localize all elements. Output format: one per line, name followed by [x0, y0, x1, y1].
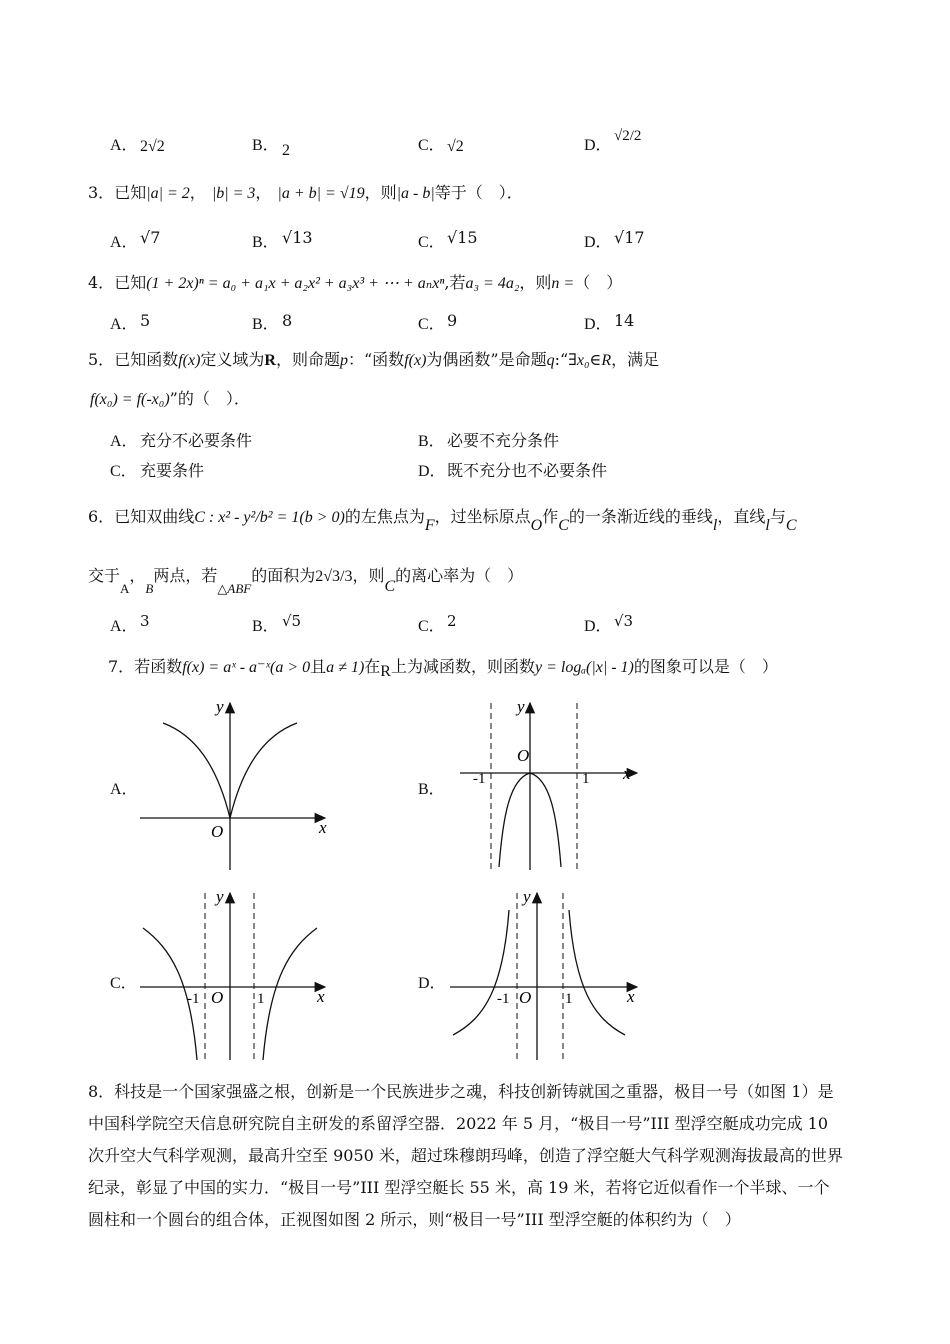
q3-option-d-value: √17 — [614, 228, 645, 247]
q6-text: ， — [129, 566, 146, 585]
q8-line: 次升空大气科学观测，最高升空至 9050 米，超过珠穆朗玛峰，创造了浮空艇大气科学观测海拔最高的世界 — [88, 1146, 843, 1165]
q4-stem — [88, 270, 622, 293]
y-axis-label: y — [517, 697, 525, 716]
q7-graph-d — [445, 888, 645, 1063]
q6-option-b-label: B． — [252, 618, 279, 635]
q6-text: ，过坐标原点 — [434, 507, 531, 526]
q5-option-a-value: 充分不必要条件 — [140, 431, 253, 450]
q6-stem-line2 — [88, 563, 524, 596]
q7-math-R: R — [380, 663, 391, 680]
q3-math-diff: |a - b| — [396, 185, 435, 202]
q6-math-l: l — [712, 517, 718, 534]
q4-option-c-value: 9 — [447, 311, 458, 330]
q7-text: 的图象可以是（ ） — [633, 657, 778, 676]
q6-math-l: l — [765, 517, 770, 534]
q5-text: 已知函数 — [114, 350, 179, 369]
q6-text: 两点，若 — [153, 566, 218, 585]
q5-number: 5． — [88, 350, 115, 369]
q6-text: 的离心率为（ ） — [395, 566, 524, 585]
q3-option-c-label: C． — [418, 234, 445, 251]
q6-text: 与 — [769, 507, 786, 526]
q3-option-c-value: √15 — [447, 228, 478, 247]
q7-math-log: y = logₐ(|x| - 1) — [534, 659, 634, 676]
q6-option-d-value: √3 — [614, 612, 634, 630]
q4-text: （ ） — [574, 273, 623, 292]
q3-math-sum: |a + b| = √19 — [277, 185, 365, 202]
q6-text: ，直线 — [717, 507, 766, 526]
tick-label-neg1: -1 — [187, 991, 200, 1007]
tick-label-neg1: -1 — [473, 771, 486, 787]
tick-label-1: 1 — [257, 991, 265, 1007]
q6-math-C: C — [558, 517, 569, 534]
tick-label-1: 1 — [582, 771, 590, 787]
q5-math-R: R — [264, 352, 276, 369]
q5-option-b-label: B． — [418, 433, 445, 450]
q5-option-a-label: A． — [110, 433, 138, 450]
q3-stem — [88, 180, 523, 203]
q6-math-hyperbola: C : x² - y²/b² = 1(b > 0) — [194, 509, 345, 526]
q8-line: 圆柱和一个圆台的组合体，正视图如图 2 所示，则“极目一号”III 型浮空艇的体积约为（ ） — [88, 1210, 741, 1229]
q6-math-B: B — [145, 581, 154, 596]
q7-text: 上为减函数，则函数 — [390, 657, 535, 676]
q3-number: 3． — [88, 183, 115, 202]
q6-math-triangle: △ABF — [217, 581, 252, 596]
q6-option-c-value: 2 — [447, 612, 457, 630]
q3-text: 已知 — [114, 183, 147, 202]
x-axis-label: x — [317, 987, 325, 1006]
q5-text: ，则命题 — [275, 350, 340, 369]
q2-option-d-label: D． — [584, 137, 612, 154]
q7-text: 且 — [310, 657, 327, 676]
q5-text: 为偶函数”是命题 — [426, 350, 547, 369]
q5-option-c-value: 充要条件 — [140, 461, 205, 480]
q8-line: 8．科技是一个国家强盛之根，创新是一个民族进步之魂，科技创新铸就国之重器，极目一号（如图 1）是 — [88, 1082, 834, 1101]
q3-option-a-value: √7 — [140, 228, 161, 247]
q7-graph-b-label: B． — [418, 781, 445, 798]
q7-math-a: a ≠ 1) — [326, 659, 365, 676]
q7-math-f: f(x) = aˣ - a⁻ˣ(a > 0 — [182, 659, 311, 676]
q4-math-expansion: (1 + 2x)ⁿ = a₀ + a₁x + a₂x² + a₃x³ + ⋯ + aₙxⁿ — [146, 275, 445, 292]
q5-math-q: q — [546, 352, 555, 369]
q4-number: 4． — [88, 273, 115, 292]
q5-stem-line2 — [90, 386, 250, 409]
q2-option-a-value: 2√2 — [140, 138, 165, 155]
q3-math-a: |a| = 2 — [146, 185, 190, 202]
q6-math-C: C — [785, 517, 797, 534]
q3-text: ， — [255, 183, 272, 202]
q7-graph-a-label: A． — [110, 781, 138, 798]
q3-math-b: |b| = 3 — [211, 185, 256, 202]
q7-text: 在 — [364, 657, 381, 676]
q6-text: 已知双曲线 — [114, 507, 195, 526]
q6-option-b-value: √5 — [282, 612, 302, 630]
q3-text: 等于（ ）． — [434, 183, 523, 202]
q6-math-area: 2√3/3 — [315, 568, 353, 585]
q6-text: 交于 — [88, 566, 121, 585]
q5-option-d-label: D． — [418, 463, 446, 480]
q6-number: 6． — [88, 507, 115, 526]
curve-left — [453, 910, 509, 1035]
y-axis-label: y — [523, 888, 531, 906]
origin-label: O — [211, 988, 224, 1007]
q6-stem-line1 — [88, 504, 797, 534]
x-axis-label: x — [319, 818, 327, 837]
q4-math-condition: a₃ = 4a₂ — [465, 275, 520, 292]
q4-text: ,若 — [444, 273, 466, 292]
q3-option-b-label: B． — [252, 234, 279, 251]
x-axis-label: x — [627, 987, 635, 1006]
q7-stem — [108, 654, 778, 680]
q4-math-n: n = — [551, 275, 575, 292]
q5-text: ，满足 — [611, 350, 660, 369]
q4-option-d-value: 14 — [614, 311, 635, 330]
q4-option-b-value: 8 — [282, 311, 293, 330]
q3-option-a-label: A． — [110, 234, 138, 251]
q7-graph-b — [455, 695, 645, 875]
q5-text: ：“函数 — [348, 350, 405, 369]
q2-option-c-value: √2 — [447, 138, 464, 155]
q6-option-d-label: D． — [584, 618, 612, 635]
q4-text: ，则 — [519, 273, 552, 292]
q5-text: ”的（ ）． — [169, 389, 250, 408]
q3-text: ，则 — [364, 183, 397, 202]
q5-math-exists: ∃x₀∈R — [568, 352, 612, 369]
q4-option-b-label: B． — [252, 316, 279, 333]
q5-text: :“ — [554, 350, 569, 369]
q6-option-a-label: A． — [110, 618, 138, 635]
q3-text: ， — [189, 183, 206, 202]
q6-option-c-label: C． — [418, 618, 445, 635]
q6-math-C: C — [384, 578, 396, 595]
q8-paragraph — [88, 1076, 863, 1236]
q7-graph-a — [135, 695, 335, 875]
q7-number: 7． — [108, 657, 135, 676]
origin-label: O — [211, 822, 224, 841]
q8-line: 中国科学院空天信息研究院自主研发的系留浮空器．2022 年 5 月，“极目一号”III 型浮空艇成功完成 10 — [88, 1114, 829, 1133]
q6-text: 的一条渐近线的垂线 — [568, 507, 713, 526]
q2-option-c-label: C． — [418, 137, 445, 154]
curve-left — [163, 723, 230, 818]
q4-option-d-label: D． — [584, 316, 612, 333]
q4-option-a-label: A． — [110, 316, 138, 333]
q2-option-d-value: √2/2 — [614, 128, 642, 144]
q5-math-even: f(x₀) = f(-x₀) — [90, 391, 170, 408]
q6-option-a-value: 3 — [140, 612, 150, 630]
q3-option-d-label: D． — [584, 234, 612, 251]
q6-math-A: A — [120, 581, 130, 596]
q4-option-a-value: 5 — [140, 311, 151, 330]
q2-option-b-value: 2 — [282, 142, 290, 159]
q4-option-c-label: C． — [418, 316, 445, 333]
q4-text: 已知 — [114, 273, 147, 292]
q2-option-a-label: A． — [110, 137, 138, 154]
q7-graph-c — [135, 888, 335, 1063]
q6-math-F: F — [424, 517, 435, 534]
q5-option-d-value: 既不充分也不必要条件 — [447, 461, 608, 480]
q3-option-b-value: √13 — [282, 228, 313, 247]
origin-label: O — [517, 746, 530, 765]
q5-option-b-value: 必要不充分条件 — [447, 431, 560, 450]
curve-right — [263, 928, 317, 1060]
q7-graph-d-label: D． — [418, 975, 446, 992]
tick-label-1: 1 — [565, 991, 573, 1007]
q5-stem-line1 — [88, 347, 659, 370]
q5-option-c-label: C． — [110, 463, 137, 480]
q8-line: 纪录，彰显了中国的实力．“极目一号”III 型浮空艇长 55 米，高 19 米，若将它近似看作一个半球、一个 — [88, 1178, 830, 1197]
origin-label: O — [519, 988, 532, 1007]
y-axis-label: y — [216, 888, 224, 906]
q6-text: 的左焦点为 — [344, 507, 425, 526]
q6-text: ，则 — [352, 566, 385, 585]
y-axis-label: y — [216, 697, 224, 716]
q5-math-p: p — [340, 352, 348, 369]
q6-text: 的面积为 — [251, 566, 316, 585]
q5-text: 定义域为 — [200, 350, 265, 369]
tick-label-neg1: -1 — [497, 991, 510, 1007]
curve-right — [230, 723, 297, 818]
q5-math-f: f(x) — [178, 352, 201, 369]
q2-option-b-label: B． — [252, 137, 279, 154]
q7-text: 若函数 — [134, 657, 183, 676]
q5-math-f: f(x) — [404, 352, 427, 369]
q7-graph-c-label: C． — [110, 975, 137, 992]
q6-text: 作 — [542, 507, 559, 526]
curve-right — [569, 910, 625, 1035]
q6-math-O: O — [530, 517, 543, 534]
x-axis-label: x — [623, 764, 631, 783]
